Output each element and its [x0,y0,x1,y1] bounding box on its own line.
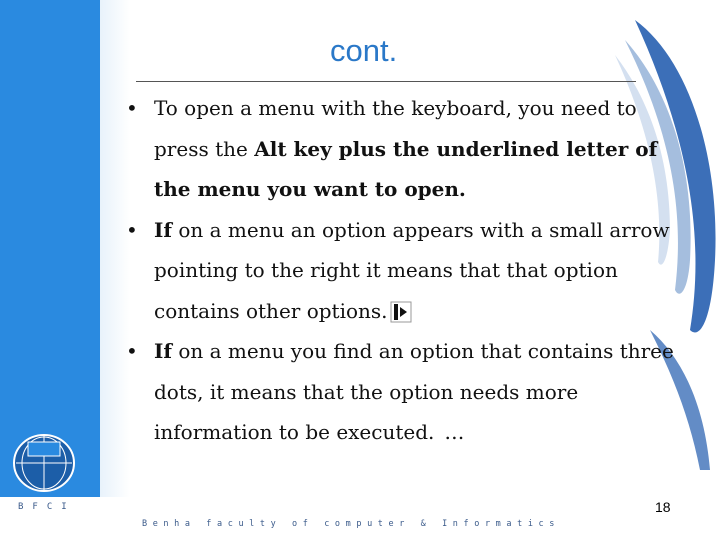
bullet-lead: If [154,217,172,242]
bullet-bold-text: Alt key plus the underlined letter of the menu you want to open. [154,136,658,201]
ellipsis-glyph: … [444,420,467,444]
bullet-list [126,88,686,453]
bullet-text: To open a menu with the keyboard, you need to press the [154,96,637,161]
bullet-lead: If [154,339,172,363]
bullet-item [126,88,686,210]
page-number: 18 [655,499,671,515]
bullet-item [126,331,686,453]
slide-title: cont. [330,33,398,68]
title-rule [136,81,636,82]
bullet-text: on a menu you find an option that contains three dots, it means that the option needs more information to be executed. [154,339,674,444]
bullet-text: on a menu an option appears with a small arrow pointing to the right it means that that option contains other options. [154,217,670,323]
bfci-globe-logo-icon [10,433,78,493]
footer-faculty-text: Benha faculty of computer & Informatics [142,519,560,529]
footer-short-label: BFCI [18,502,76,512]
submenu-arrow-icon [390,301,412,323]
bullet-item [126,210,686,332]
